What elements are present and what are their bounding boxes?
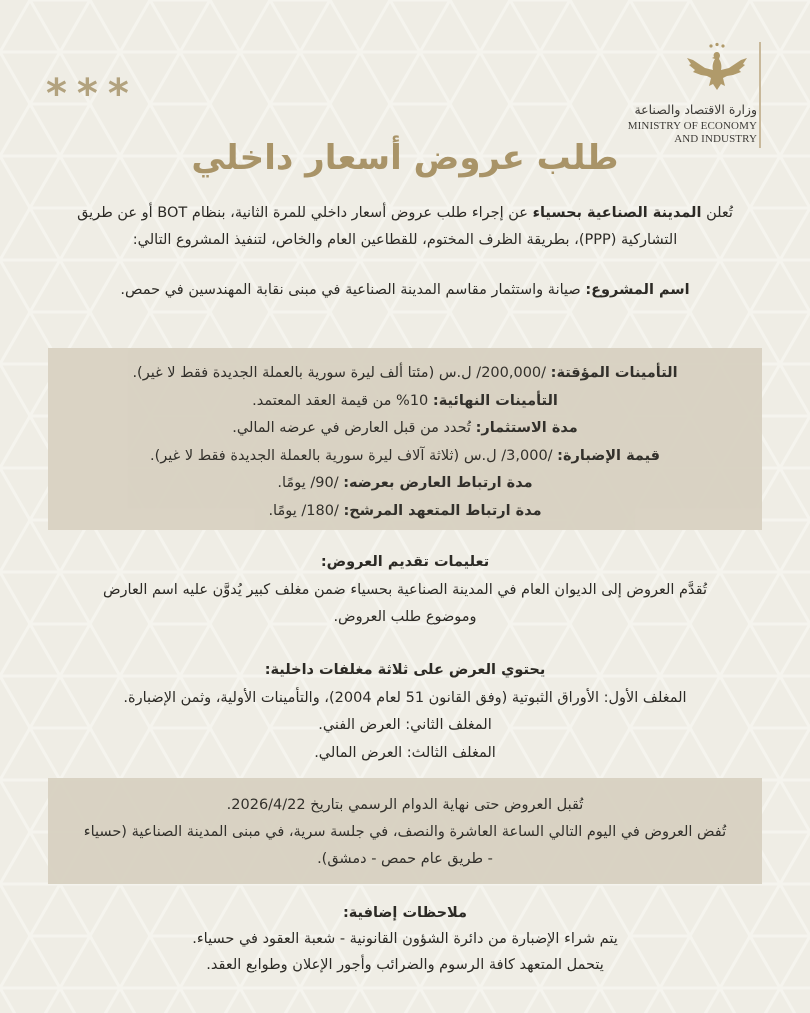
deadline-box: [48, 778, 762, 884]
envelope-item: المغلف الأول: الأوراق الثبوتية (وفق القانون 51 لعام 2004)، والتأمينات الأولية، وثمن الإضبارة.: [123, 689, 687, 706]
ministry-name-arabic: وزارة الاقتصاد والصناعة: [634, 102, 757, 117]
envelope-item: المغلف الثالث: العرض المالي.: [314, 744, 496, 761]
note-item: يتم شراء الإضبارة من دائرة الشؤون القانونية - شعبة العقود في حسياء.: [192, 931, 618, 947]
term-row: مدة ارتباط العارض بعرضه: /90/ يومًا.: [277, 475, 533, 491]
notes-heading: ملاحظات إضافية:: [342, 905, 468, 921]
term-row: التأمينات المؤقتة: /200,000/ ل.س (مئتا ألف ليرة سورية بالعملة الجديدة فقط لا غير).: [132, 365, 678, 381]
envelopes-section: [60, 657, 750, 767]
envelope-item: المغلف الثاني: العرض الفني.: [318, 717, 492, 733]
submission-instructions: [60, 549, 750, 632]
terms-box: [48, 348, 762, 530]
submission-heading: تعليمات تقديم العروض:: [320, 554, 490, 570]
term-row: قيمة الإضبارة: /3,000/ ل.س (ثلاثة آلاف ليرة سورية بالعملة الجديدة فقط لا غير).: [150, 447, 660, 464]
note-item: يتحمل المتعهد كافة الرسوم والضرائب وأجور الإعلان وطوابع العقد.: [206, 957, 604, 973]
intro-line-1: تُعلن المدينة الصناعية بحسياء عن إجراء طلب عروض أسعار داخلي للمرة الثانية، بنظام BOT أو عن طريق: [77, 205, 733, 221]
opening-line: - طريق عام حمص - دمشق).: [317, 851, 493, 867]
term-row: مدة ارتباط المتعهد المرشح: /180/ يومًا.: [268, 502, 542, 519]
notes-section: [60, 900, 750, 978]
opening-line: تُفض العروض في اليوم التالي الساعة العاشرة والنصف، في جلسة سرية، في مبنى المدينة الصناعية (حسياء: [83, 824, 727, 840]
announcing-entity: المدينة الصناعية بحسياء: [532, 205, 702, 221]
term-row: مدة الاستثمار: تُحدد من قبل العارض في عرضه المالي.: [232, 420, 578, 436]
stars-decoration: ***: [46, 71, 139, 117]
eagle-emblem-icon: [685, 42, 749, 94]
project-value: صيانة واستثمار مقاسم المدينة الصناعية في مبنى نقابة المهندسين في حمص.: [120, 282, 581, 298]
ministry-name-english-line2: AND INDUSTRY: [674, 133, 757, 145]
submission-line: تُقدَّم العروض إلى الديوان العام في المدينة الصناعية بحسياء ضمن مغلف كبير يُدوَّن عليه اسم العارض: [103, 581, 707, 598]
page-title: طلب عروض أسعار داخلي: [191, 138, 619, 178]
ministry-name-english-line1: MINISTRY OF ECONOMY: [627, 120, 757, 132]
intro-line-2: التشاركية (PPP)، بطريقة الظرف المختوم، للقطاعين العام والخاص، لتنفيذ المشروع التالي:: [132, 232, 678, 248]
envelopes-heading: يحتوي العرض على ثلاثة مغلفات داخلية:: [264, 662, 546, 678]
logo-divider: [759, 42, 761, 148]
submission-line: وموضوع طلب العروض.: [333, 609, 477, 625]
deadline-line: تُقبل العروض حتى نهاية الدوام الرسمي بتاريخ 2026/4/22.: [226, 797, 584, 813]
ministry-logo: [612, 38, 757, 150]
term-row: التأمينات النهائية: 10% من قيمة العقد المعتمد.: [252, 392, 558, 409]
project-label: اسم المشروع:: [585, 282, 690, 298]
intro-paragraph: [70, 200, 740, 254]
project-name: [60, 282, 750, 298]
